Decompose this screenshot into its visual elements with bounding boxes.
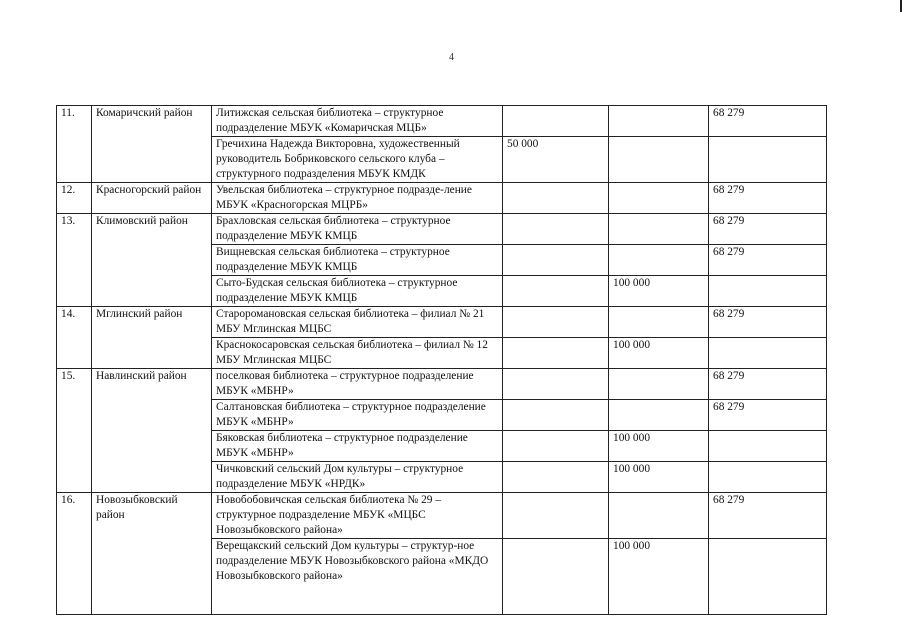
amount-col-a [503, 338, 609, 369]
amount-col-c [709, 137, 827, 183]
amount-col-b: 100 000 [609, 276, 709, 307]
amount-col-c: 68 279 [709, 106, 827, 137]
amount-col-c: 68 279 [709, 369, 827, 400]
institution-name: Вищневская сельская библиотека – структурное подразделение МБУК КМЦБ [212, 245, 503, 276]
amount-col-a [503, 539, 609, 615]
institution-name: Сыто-Будская сельская библиотека – структурное подразделение МБУК КМЦБ [212, 276, 503, 307]
district-name: Красногорский район [92, 183, 212, 214]
amount-col-b [609, 214, 709, 245]
amount-col-a [503, 276, 609, 307]
table-row [57, 307, 827, 338]
institution-name: Брахловская сельская библиотека – структурное подразделение МБУК КМЦБ [212, 214, 503, 245]
amount-col-b: 100 000 [609, 539, 709, 615]
amount-col-c [709, 539, 827, 615]
amount-col-b: 100 000 [609, 462, 709, 493]
row-number: 15. [57, 369, 92, 493]
amount-col-a [503, 214, 609, 245]
amount-col-a [503, 183, 609, 214]
grant-allocation-table [56, 105, 827, 615]
amount-col-b [609, 245, 709, 276]
district-name: Навлинский район [92, 369, 212, 493]
amount-col-c [709, 276, 827, 307]
row-number: 11. [57, 106, 92, 183]
amount-col-a [503, 431, 609, 462]
institution-name: Верещакский сельский Дом культуры – структур-ное подразделение МБУК Новозыбковского района «МКДО Новозыбковского района» [212, 539, 503, 615]
amount-col-c: 68 279 [709, 493, 827, 539]
institution-name: Салтановская библиотека – структурное подразделение МБУК «МБНР» [212, 400, 503, 431]
row-number: 13. [57, 214, 92, 307]
amount-col-b [609, 400, 709, 431]
amount-col-a [503, 245, 609, 276]
table-row [57, 183, 827, 214]
row-number: 12. [57, 183, 92, 214]
institution-name: Староромановская сельская библиотека – филиал № 21 МБУ Мглинская МЦБС [212, 307, 503, 338]
table-row [57, 369, 827, 400]
amount-col-a [503, 369, 609, 400]
amount-col-b [609, 493, 709, 539]
amount-col-c: 68 279 [709, 214, 827, 245]
amount-col-c: 68 279 [709, 245, 827, 276]
amount-col-c: 68 279 [709, 400, 827, 431]
amount-col-c [709, 338, 827, 369]
institution-name: Чичковский сельский Дом культуры – структурное подразделение МБУК «НРДК» [212, 462, 503, 493]
amount-col-c [709, 462, 827, 493]
amount-col-a [503, 307, 609, 338]
amount-col-a [503, 462, 609, 493]
amount-col-a: 50 000 [503, 137, 609, 183]
page-number: 4 [449, 52, 454, 63]
district-name: Комаричский район [92, 106, 212, 183]
district-name: Мглинский район [92, 307, 212, 369]
row-number: 14. [57, 307, 92, 369]
amount-col-a [503, 106, 609, 137]
institution-name: Увельская библиотека – структурное подразде-ление МБУК «Красногорская МЦРБ» [212, 183, 503, 214]
row-number: 16. [57, 493, 92, 615]
amount-col-b [609, 307, 709, 338]
table-row [57, 214, 827, 245]
amount-col-c: 68 279 [709, 307, 827, 338]
institution-name: Краснокосаровская сельская библиотека – филиал № 12 МБУ Мглинская МЦБС [212, 338, 503, 369]
amount-col-c: 68 279 [709, 183, 827, 214]
amount-col-b: 100 000 [609, 338, 709, 369]
table-row [57, 493, 827, 539]
institution-name: Новобобовичская сельская библиотека № 29 – структурное подразделение МБУК «МЦБС Новозыбковского района» [212, 493, 503, 539]
district-name: Климовский район [92, 214, 212, 307]
scan-edge-mark [900, 0, 902, 12]
amount-col-b [609, 183, 709, 214]
district-name: Новозыбковский район [92, 493, 212, 615]
amount-col-a [503, 493, 609, 539]
amount-col-c [709, 431, 827, 462]
amount-col-b: 100 000 [609, 431, 709, 462]
institution-name: поселковая библиотека – структурное подразделение МБУК «МБНР» [212, 369, 503, 400]
amount-col-a [503, 400, 609, 431]
table-row [57, 106, 827, 137]
institution-name: Гречихина Надежда Викторовна, художественный руководитель Бобриковского сельского клуба – структурного подразделения МБУК КМДК [212, 137, 503, 183]
amount-col-b [609, 106, 709, 137]
amount-col-b [609, 369, 709, 400]
institution-name: Литижская сельская библиотека – структурное подразделение МБУК «Комаричская МЦБ» [212, 106, 503, 137]
amount-col-b [609, 137, 709, 183]
institution-name: Бяковская библиотека – структурное подразделение МБУК «МБНР» [212, 431, 503, 462]
